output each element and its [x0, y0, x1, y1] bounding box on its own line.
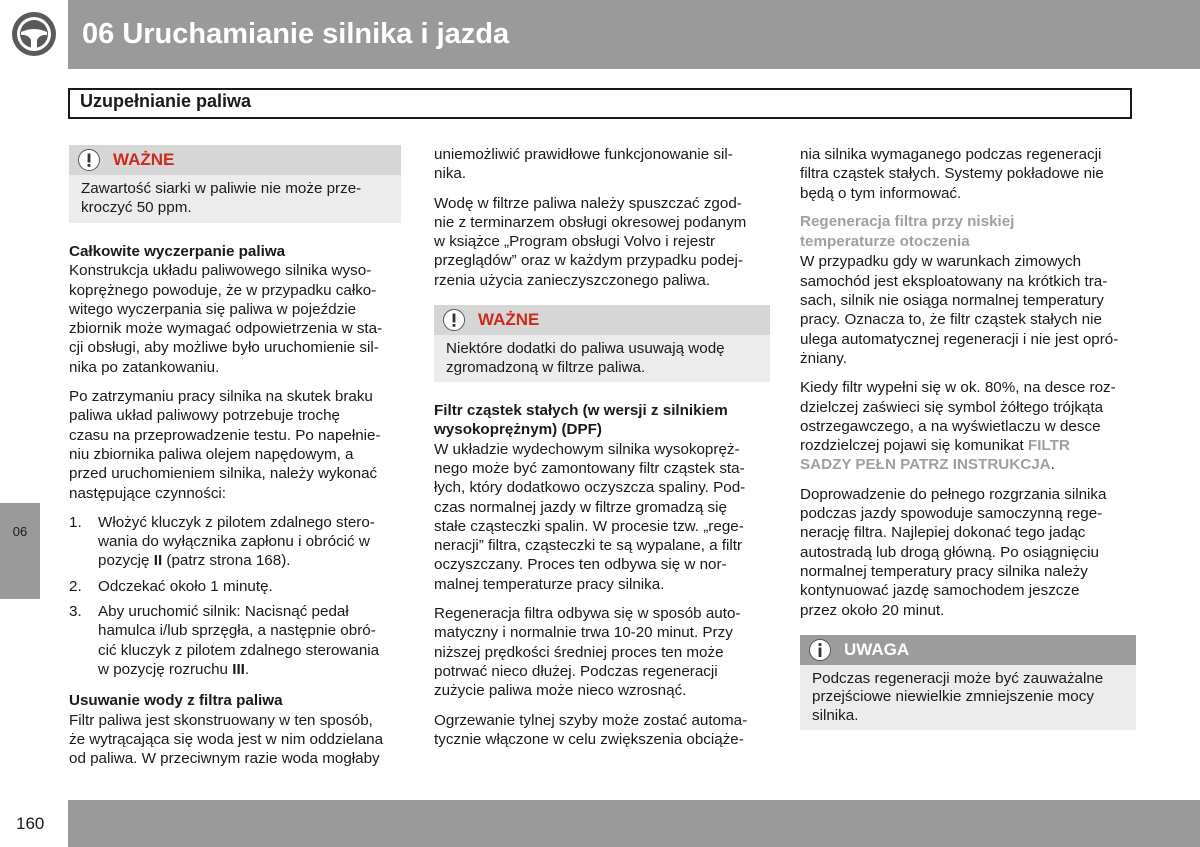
text-line: czasu na przeprowadzenie testu. Po napełnie- — [69, 426, 381, 444]
paragraph — [800, 378, 1136, 474]
subheading-low-temperature — [800, 212, 1136, 253]
text-line: pracy. Oznacza to, że filtr cząstek stałych nie — [800, 311, 1102, 329]
text-run: (patrz strona 168). — [162, 552, 291, 570]
paragraph — [434, 604, 770, 700]
notice-title: WAŻNE — [113, 150, 175, 169]
text-line: cji obsługi, aby możliwe było uruchomienie sil- — [69, 339, 379, 357]
text-line: podczas jazdy spowoduje samoczynną rege- — [800, 505, 1103, 523]
text-line: że wytrącająca się woda jest w nim oddzielana — [69, 730, 384, 748]
list-number: 3. — [69, 603, 82, 621]
text-line: filtra cząstek stałych. Systemy pokładowe nie — [800, 165, 1104, 183]
steps-list — [69, 513, 401, 679]
heading-water-removal: Usuwanie wody z filtra paliwa — [69, 692, 283, 710]
text-line: Filtr paliwa jest skonstruowany w ten sposób, — [69, 711, 373, 729]
text-line: kontynuować jazdę samochodem jeszcze — [800, 582, 1080, 600]
text-line — [800, 455, 1136, 474]
text-line: nia silnika wymaganego podczas regeneracji — [800, 146, 1102, 163]
notice-line: Zawartość siarki w paliwie nie może prze- — [81, 180, 362, 197]
text-line: koprężnego powoduje, że w przypadku całko- — [69, 281, 377, 299]
text-line: nika. — [434, 165, 467, 183]
text-line: samochód jest eksploatowany na krótkich tra- — [800, 272, 1108, 290]
display-message: FILTR — [1027, 437, 1070, 455]
text-run: pozycję — [98, 552, 154, 570]
text-line: łych, który dodatkowo oczyszcza spaliny. Pod- — [434, 479, 746, 497]
text-line: temperaturze otoczenia — [800, 233, 970, 251]
chapter-side-tab-label: 06 — [12, 524, 28, 539]
text-line: Kiedy filtr wypełni się w ok. 80%, na desce roz- — [800, 379, 1116, 397]
text-run: . — [1050, 456, 1055, 474]
text-line: normalnej temperatury pracy silnika należy — [800, 562, 1088, 580]
text-line: niższej prędkości średniej proces ten może — [434, 643, 724, 661]
text-line: Regeneracja filtra przy niskiej — [800, 212, 1015, 230]
text-line: Po zatrzymaniu pracy silnika na skutek braku — [69, 388, 373, 406]
text-line — [98, 660, 401, 679]
notice-header — [69, 145, 401, 175]
text-run: w pozycję rozruchu — [98, 660, 233, 678]
text-line: nego może być zamontowany filtr cząstek sta- — [434, 459, 745, 477]
text-line: autostradą lub drogą główną. Po osiągnięciu — [800, 543, 1099, 561]
paragraph — [69, 711, 401, 769]
notice-header — [800, 635, 1136, 665]
list-number: 1. — [69, 513, 82, 531]
text-line: od paliwa. W przeciwnym razie woda mogłaby — [69, 750, 380, 768]
paragraph — [434, 440, 770, 594]
footer-bar — [68, 800, 1200, 847]
text-line: Filtr cząstek stałych (w wersji z silnikiem — [434, 402, 728, 420]
text-line: cić kluczyk z pilotem zdalnego sterowania — [98, 641, 380, 659]
heading-dpf — [434, 401, 770, 440]
warning-icon — [78, 149, 100, 171]
ignition-position: II — [153, 552, 163, 570]
text-line: nie z terminarzem obsługi okresowej podanym — [434, 213, 747, 231]
text-line: wania do wyłącznika zapłonu i obrócić w — [98, 533, 370, 551]
list-number: 2. — [69, 577, 82, 595]
text-line: następujące czynności: — [69, 484, 227, 502]
notice-title: WAŻNE — [478, 310, 540, 330]
text-run: rozdzielczej pojawi się komunikat — [800, 437, 1028, 455]
notice-body — [69, 175, 401, 226]
notice-line: zgromadzoną w filtrze paliwa. — [446, 358, 646, 376]
text-line — [98, 551, 401, 570]
notice-line: przejściowe niewielkie zmniejszenie mocy — [812, 688, 1094, 706]
text-line: przeglądów” oraz w każdym przypadku podej- — [434, 252, 743, 270]
notice-line: Niektóre dodatki do paliwa usuwają wodę — [446, 340, 725, 358]
column-3 — [800, 145, 1136, 730]
display-message: SADZY PEŁN PATRZ INSTRUKCJA — [800, 456, 1051, 474]
important-notice — [434, 305, 770, 382]
text-line: Doprowadzenie do pełnego rozgrzania silnika — [800, 485, 1107, 503]
chapter-title: 06 Uruchamianie silnika i jazda — [82, 18, 510, 50]
text-line: zużycie paliwa może nieco wzrosnąć. — [434, 682, 687, 700]
paragraph — [800, 485, 1136, 620]
text-line: Odczekać około 1 minutę. — [98, 577, 273, 595]
text-line: stałe cząsteczki spalin. W procesie tzw. „rege- — [434, 517, 744, 535]
text-run: . — [244, 660, 250, 678]
text-line: tycznie włączone w celu zwiększenia obciąże- — [434, 730, 744, 748]
note-notice — [800, 635, 1136, 730]
text-line: wysokoprężnym) (DPF) — [434, 421, 602, 439]
text-line: ulega automatycznej regeneracji i nie jest opró- — [800, 330, 1119, 348]
text-line: rzenia użycia zanieczyszczonego paliwa. — [434, 271, 711, 289]
notice-line: Podczas regeneracji może być zauważalne — [812, 669, 1104, 687]
text-line: sach, silnik nie osiąga normalnej temperatury — [800, 292, 1104, 310]
text-line: zbiornik może wymagać odpowietrzenia w sta- — [69, 320, 383, 338]
text-line: Wodę w filtrze paliwa należy spuszczać zgod- — [434, 194, 742, 212]
text-line: niu zbiornika paliwa olejem napędowym, a — [69, 445, 354, 463]
text-line: W przypadku gdy w warunkach zimowych — [800, 253, 1082, 271]
text-line: Konstrukcja układu paliwowego silnika wyso- — [69, 262, 372, 280]
notice-line: silnika. — [812, 706, 859, 724]
text-line: paliwa układ paliwowy potrzebuje trochę — [69, 407, 340, 425]
section-title: Uzupełnianie paliwa — [80, 91, 252, 111]
warning-icon — [443, 309, 465, 331]
column-1 — [69, 145, 401, 768]
paragraph — [434, 711, 770, 750]
text-line: przez około 20 minut. — [800, 601, 945, 619]
notice-body — [800, 665, 1136, 735]
column-2 — [434, 145, 770, 749]
important-notice — [69, 145, 401, 223]
info-icon — [809, 639, 831, 661]
notice-body — [434, 335, 770, 386]
text-line: neracji” filtra, cząsteczki te są wypalane, a filtr — [434, 537, 743, 555]
list-item — [69, 577, 401, 596]
ignition-position: III — [232, 660, 245, 678]
notice-header — [434, 305, 770, 335]
list-item — [69, 602, 401, 679]
text-line: żniany. — [800, 349, 847, 367]
paragraph — [434, 145, 770, 184]
text-line: witego wyczerpania się paliwa w pojeździe — [69, 300, 357, 318]
page-number: 160 — [16, 814, 45, 833]
text-line: nerację filtra. Najlepiej dokonać tego jadąc — [800, 524, 1086, 542]
paragraph — [434, 194, 770, 290]
text-line: matyczny i normalnie trwa 10-20 minut. Przy — [434, 624, 733, 642]
text-line: dzielczej zaświeci się symbol żółtego trójkąta — [800, 398, 1104, 416]
text-line: będą o tym informować. — [800, 184, 962, 202]
paragraph — [69, 387, 401, 503]
heading-fuel-exhaustion: Całkowite wyczerpanie paliwa — [69, 243, 286, 260]
text-line: hamulca i/lub sprzęgła, a następnie obró- — [98, 622, 376, 640]
steering-wheel-icon — [10, 10, 58, 58]
text-line: W układzie wydechowym silnika wysokopręż- — [434, 440, 740, 458]
text-line: czas normalnej jazdy w filtrze gromadzą się — [434, 498, 727, 516]
list-item — [69, 513, 401, 571]
text-line: Regeneracja filtra odbywa się w sposób auto- — [434, 605, 741, 623]
text-line: ostrzegawczego, a na wyświetlaczu w desce — [800, 417, 1101, 435]
notice-line: kroczyć 50 ppm. — [81, 198, 192, 216]
text-line: oczyszczany. Proces ten odbywa się w nor- — [434, 556, 727, 574]
notice-title: UWAGA — [844, 639, 910, 659]
header-icon-area — [0, 0, 68, 69]
text-line: w książce „Program obsługi Volvo i rejestr — [434, 233, 716, 251]
text-line — [800, 436, 1136, 455]
paragraph — [800, 145, 1136, 203]
text-line: potrwać nieco dłużej. Podczas regeneracji — [434, 662, 718, 680]
text-line: malnej temperaturze pracy silnika. — [434, 575, 665, 593]
paragraph — [69, 261, 401, 377]
text-line: Włożyć kluczyk z pilotem zdalnego stero- — [98, 513, 375, 531]
paragraph — [800, 252, 1136, 368]
text-line: Ogrzewanie tylnej szyby może zostać automa- — [434, 711, 748, 729]
chapter-side-tab — [0, 503, 40, 599]
text-line: nika po zatankowaniu. — [69, 358, 220, 376]
text-line: przed uruchomieniem silnika, należy wykonać — [69, 465, 378, 483]
text-line: Aby uruchomić silnik: Nacisnąć pedał — [98, 603, 349, 621]
text-line: uniemożliwić prawidłowe funkcjonowanie sil- — [434, 146, 733, 163]
